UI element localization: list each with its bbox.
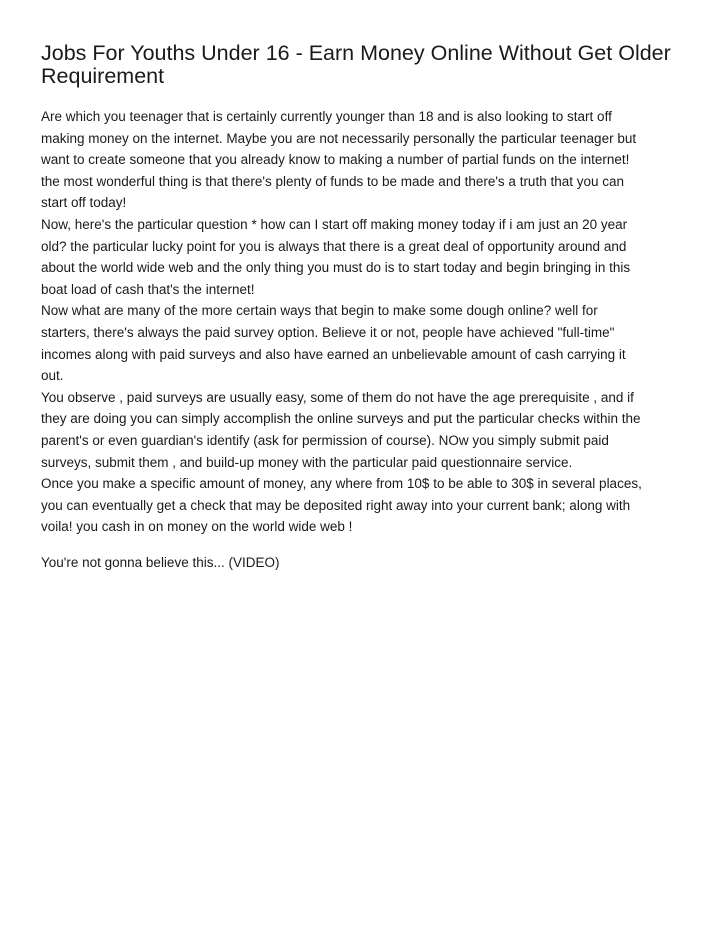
paragraph-1	[41, 106, 691, 214]
text-line: You observe , paid surveys are usually easy, some of them do not have the age prerequisite , and if	[41, 389, 634, 405]
paragraph-5	[41, 473, 691, 538]
text-line: parent's or even guardian's identify (ask for permission of course). NOw you simply submit paid	[41, 432, 609, 448]
text-line: voila! you cash in on money on the world wide web !	[41, 519, 353, 535]
text-line: start off today!	[41, 195, 127, 211]
document-page	[41, 42, 691, 573]
text-line: Now, here's the particular question * how can I start off making money today if i am just an 20 year	[41, 216, 628, 232]
text-line: incomes along with paid surveys and also have earned an unbelievable amount of cash carrying it	[41, 346, 626, 362]
text-line: old? the particular lucky point for you is always that there is a great deal of opportunity around and	[41, 238, 627, 254]
text-line: want to create someone that you already know to making a number of partial funds on the internet!	[41, 152, 630, 168]
text-line: they are doing you can simply accomplish the online surveys and put the particular checks within the	[41, 411, 641, 427]
text-line: making money on the internet. Maybe you are not necessarily personally the particular teenager but	[41, 130, 637, 146]
video-link-text: You're not gonna believe this... (VIDEO)	[41, 554, 280, 570]
text-line: boat load of cash that's the internet!	[41, 281, 255, 297]
text-line: you can eventually get a check that may be deposited right away into your current bank; along with	[41, 497, 631, 513]
text-line: Once you make a specific amount of money, any where from 10$ to be able to 30$ in several places,	[41, 476, 642, 492]
paragraph-4	[41, 387, 691, 473]
text-line: Are which you teenager that is certainly currently younger than 18 and is also looking to start off	[41, 109, 612, 124]
text-line: the most wonderful thing is that there's plenty of funds to be made and there's a truth that you can	[41, 173, 625, 189]
text-line: starters, there's always the paid survey option. Believe it or not, people have achieved "full-time"	[41, 324, 615, 340]
title-line: Jobs For Youths Under 16 - Earn Money Online Without Get Older	[41, 41, 671, 65]
title-line: Requirement	[41, 64, 165, 88]
text-line: about the world wide web and the only thing you must do is to start today and begin bringing in this	[41, 260, 631, 276]
text-line: out.	[41, 368, 64, 384]
paragraph-2	[41, 214, 691, 300]
article-body	[41, 106, 691, 538]
paragraph-3	[41, 300, 691, 386]
page-title	[41, 42, 691, 88]
text-line: Now what are many of the more certain ways that begin to make some dough online? well for	[41, 303, 598, 319]
text-line: surveys, submit them , and build-up money with the particular paid questionnaire service.	[41, 454, 573, 470]
